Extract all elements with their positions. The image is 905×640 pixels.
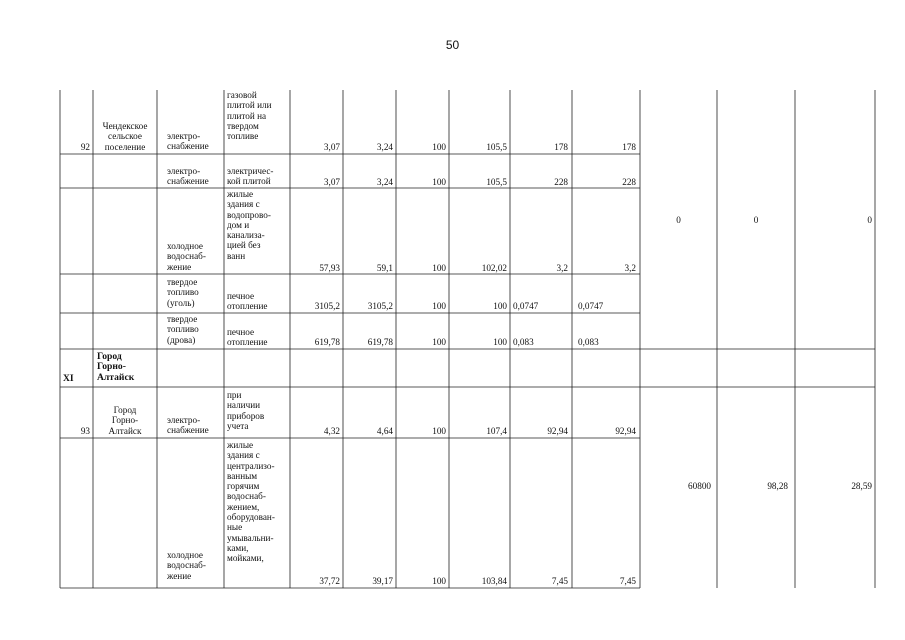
service-type: электро- снабжение: [167, 131, 209, 152]
summary-cell: 0: [753, 215, 759, 225]
value-cell: 3,2: [624, 263, 636, 273]
value-cell: 0,0747: [513, 301, 539, 311]
value-cell: 0,0747: [578, 301, 604, 311]
value-cell: 105,5: [486, 142, 507, 152]
value-cell: 7,45: [619, 576, 636, 586]
value-cell: 92,94: [615, 426, 636, 436]
value-cell: 100: [432, 301, 446, 311]
service-type: холодное водоснаб- жение: [167, 241, 206, 272]
value-cell: 100: [493, 301, 507, 311]
value-cell: 3,07: [323, 142, 340, 152]
value-cell: 100: [432, 177, 446, 187]
consumer-category: электричес- кой плитой: [227, 166, 274, 187]
value-cell: 619,78: [367, 337, 393, 347]
value-cell: 178: [622, 142, 636, 152]
summary-cell: 0: [867, 215, 872, 225]
service-type: электро- снабжение: [167, 166, 209, 187]
service-type: твердое топливо (уголь): [167, 277, 199, 308]
value-cell: 7,45: [551, 576, 568, 586]
consumer-category: газовой плитой или плитой на твердом топливе: [227, 90, 272, 142]
value-cell: 103,84: [481, 576, 507, 586]
service-type: электро- снабжение: [167, 415, 209, 436]
value-cell: 3105,2: [367, 301, 393, 311]
consumer-category: жилые здания с централизо- ванным горячим водоснаб- жением, оборудован- ные умывальни- ками, мойками,: [227, 440, 275, 564]
summary-cell: 60800: [688, 481, 711, 491]
value-cell: 4,32: [323, 426, 340, 436]
value-cell: 619,78: [314, 337, 340, 347]
summary-cell: 0: [676, 215, 681, 225]
value-cell: 59,1: [376, 263, 393, 273]
consumer-category: печное отопление: [227, 291, 268, 312]
section-number: XI: [63, 373, 74, 384]
row-number: 93: [80, 426, 90, 436]
settlement-name: Чендекское сельское поселение: [102, 121, 148, 152]
service-type: твердое топливо (дрова): [167, 314, 199, 345]
consumer-category: жилые здания с водопрово- дом и канализа- цией без ванн: [227, 189, 271, 261]
value-cell: 0,083: [578, 337, 599, 347]
value-cell: 107,4: [486, 426, 507, 436]
value-cell: 92,94: [547, 426, 568, 436]
value-cell: 102,02: [481, 263, 507, 273]
value-cell: 228: [622, 177, 636, 187]
value-cell: 3,24: [376, 142, 393, 152]
value-cell: 178: [554, 142, 568, 152]
value-cell: 100: [493, 337, 507, 347]
page-number: 50: [445, 38, 460, 52]
value-cell: 4,64: [376, 426, 393, 436]
value-cell: 0,083: [513, 337, 534, 347]
value-cell: 3,07: [323, 177, 340, 187]
value-cell: 228: [554, 177, 568, 187]
value-cell: 100: [432, 576, 446, 586]
summary-cell: 98,28: [767, 481, 788, 491]
service-type: холодное водоснаб- жение: [167, 550, 206, 581]
value-cell: 39,17: [372, 576, 393, 586]
consumer-category: при наличии приборов учета: [227, 390, 265, 431]
value-cell: 57,93: [319, 263, 340, 273]
value-cell: 37,72: [319, 576, 340, 586]
value-cell: 105,5: [486, 177, 507, 187]
value-cell: 100: [432, 142, 446, 152]
row-number: 92: [80, 142, 90, 152]
value-cell: 3,2: [556, 263, 568, 273]
value-cell: 100: [432, 426, 446, 436]
settlement-name: Город Горно- Алтайск: [108, 405, 142, 436]
consumer-category: печное отопление: [227, 327, 268, 348]
value-cell: 100: [432, 263, 446, 273]
summary-cell: 28,59: [851, 481, 872, 491]
value-cell: 100: [432, 337, 446, 347]
section-name: Город Горно- Алтайск: [97, 351, 135, 383]
value-cell: 3,24: [376, 177, 393, 187]
value-cell: 3105,2: [314, 301, 340, 311]
